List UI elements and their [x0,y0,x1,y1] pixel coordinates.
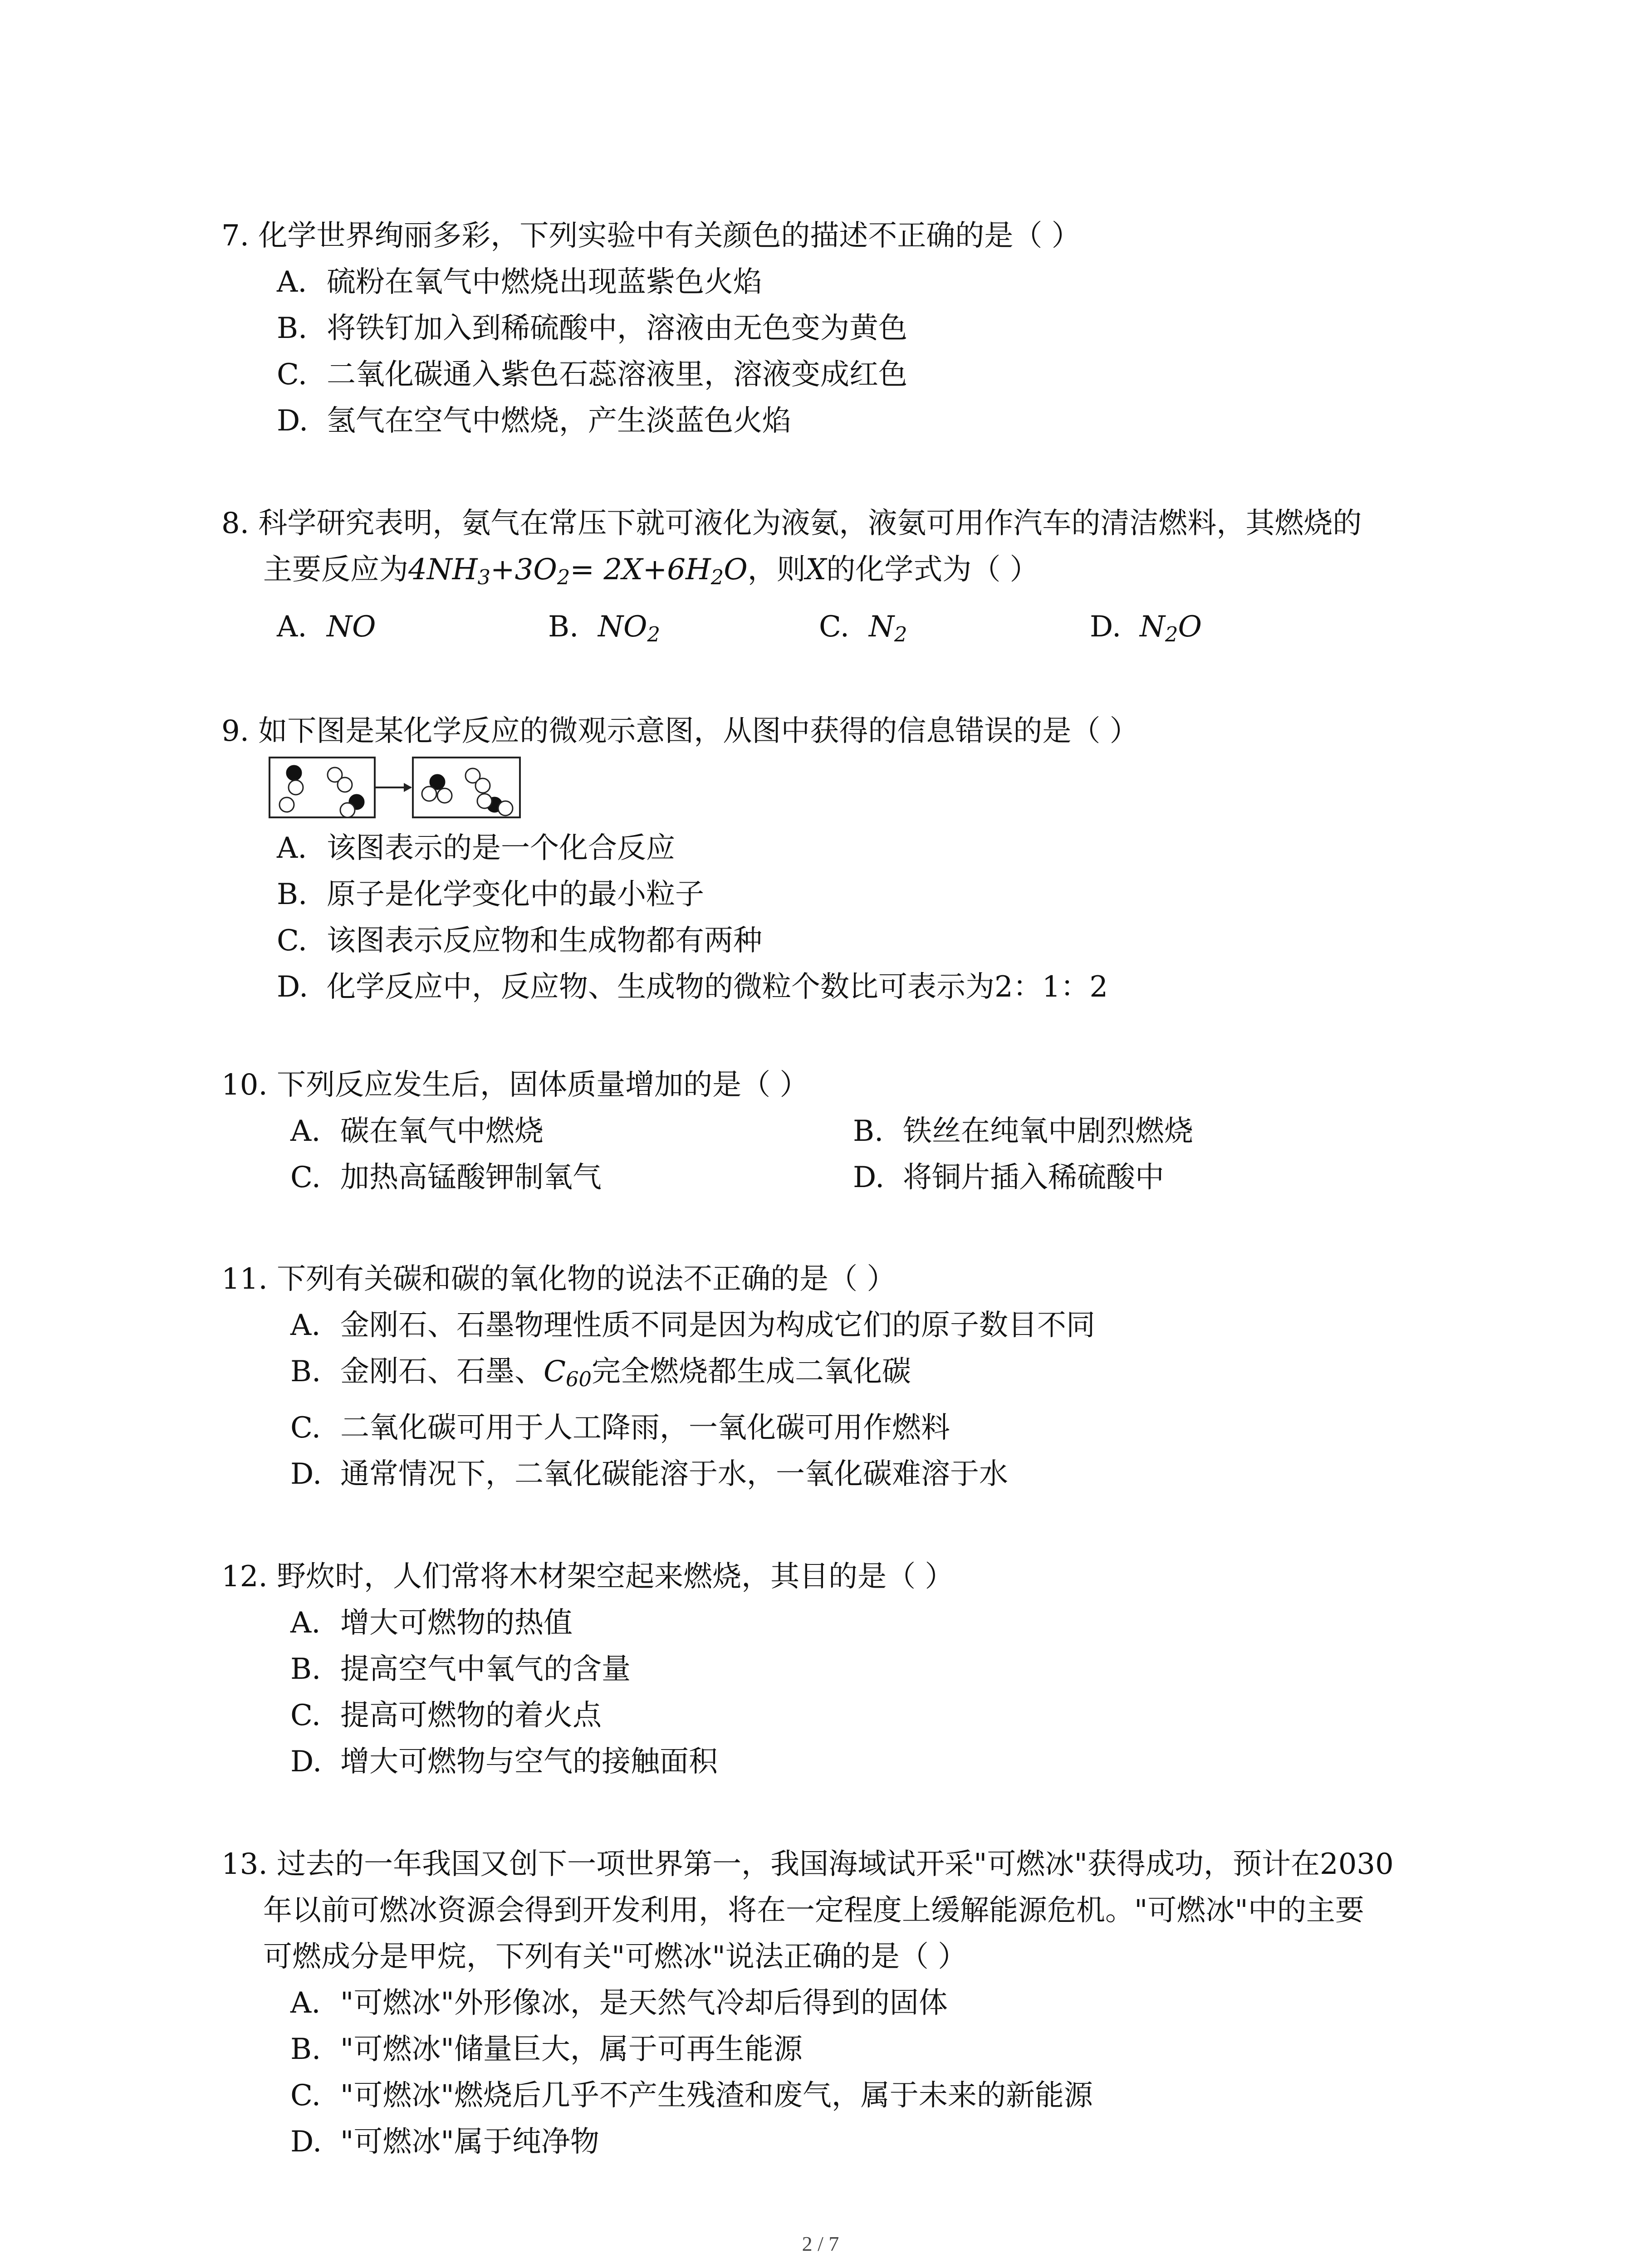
question-11-option-a: A. 金刚石、石墨物理性质不同是因为构成它们的原子数目不同 [290,1309,1095,1342]
question-7-option-c: C. 二氧化碳通入紫色石蕊溶液里，溶液变成红色 [277,358,907,391]
question-10-option-c: C. 加热高锰酸钾制氧气 [290,1161,602,1194]
question-13-option-b: B. "可燃冰"储量巨大，属于可再生能源 [290,2033,803,2066]
reaction-equation: $4NH_3+3O_2= 2X+6H_2O$ [408,553,748,590]
question-11-option-b: B. 金刚石、石墨、$C_{60}$完全燃烧都生成二氧化碳 [290,1355,911,1392]
white-atom [437,788,452,803]
question-13-stem-line1: 13. 过去的一年我国又创下一项世界第一，我国海域试开采"可燃冰"获得成功，预计在2030 [221,1848,1394,1881]
black-atom [287,766,301,780]
question-12-option-a: A. 增大可燃物的热值 [290,1606,573,1640]
question-11-option-c: C. 二氧化碳可用于人工降雨，一氧化碳可用作燃料 [290,1411,950,1445]
question-9-option-c: C. 该图表示反应物和生成物都有两种 [277,924,762,958]
white-atom [498,801,513,816]
reaction-arrow-head [404,783,412,792]
question-10-stem: 10. 下列反应发生后，固体质量增加的是（ ） [221,1068,809,1102]
white-atom [422,787,436,801]
question-12-stem: 12. 野炊时，人们常将木材架空起来燃烧，其目的是（ ） [221,1560,954,1593]
white-atom [475,778,490,793]
question-13-stem-line2: 年以前可燃冰资源会得到开发利用，将在一定程度上缓解能源危机。"可燃冰"中的主要 [263,1894,1364,1927]
question-10-option-b: B. 铁丝在纯氧中剧烈燃烧 [853,1114,1193,1148]
question-7-stem: 7. 化学世界绚丽多彩，下列实验中有关颜色的描述不正确的是（ ） [221,219,1081,253]
question-8-option-a: A. NO [277,610,376,644]
question-9-stem: 9. 如下图是某化学反应的微观示意图，从图中获得的信息错误的是（ ） [221,714,1139,748]
white-atom [289,780,303,795]
reaction-micro-diagram [268,754,531,822]
white-atom [477,794,492,808]
question-10-option-d: D. 将铜片插入稀硫酸中 [853,1161,1164,1194]
question-13-stem-line3: 可燃成分是甲烷，下列有关"可燃冰"说法正确的是（ ） [263,1940,967,1974]
question-8-option-b: B. $NO_2$ [548,610,660,647]
page-number: 2 / 7 [802,2232,839,2255]
question-9-option-a: A. 该图表示的是一个化合反应 [277,831,675,865]
question-8-option-d: D. $N_2O$ [1090,610,1202,647]
white-atom [338,777,352,792]
question-9-option-d: D. 化学反应中，反应物、生成物的微粒个数比可表示为2：1：2 [277,970,1108,1004]
question-11-option-d: D. 通常情况下，二氧化碳能溶于水，一氧化碳难溶于水 [290,1457,1008,1491]
question-7-option-b: B. 将铁钉加入到稀硫酸中，溶液由无色变为黄色 [277,312,907,345]
question-7-option-a: A. 硫粉在氧气中燃烧出现蓝紫色火焰 [277,265,762,299]
question-12-option-c: C. 提高可燃物的着火点 [290,1699,602,1732]
question-8-option-c: C. $N_2$ [819,610,907,647]
question-9-option-b: B. 原子是化学变化中的最小粒子 [277,878,704,911]
question-8-stem-line2: 主要反应为$4NH_3+3O_2= 2X+6H_2O$，则X的化学式为（ ） [263,553,1039,590]
question-13-option-d: D. "可燃冰"属于纯净物 [290,2125,599,2159]
question-11-stem: 11. 下列有关碳和碳的氧化物的说法不正确的是（ ） [221,1262,896,1296]
question-12-option-b: B. 提高空气中氧气的含量 [290,1652,631,1686]
question-13-option-c: C. "可燃冰"燃烧后几乎不产生残渣和废气，属于未来的新能源 [290,2079,1093,2112]
question-8-stem-line1: 8. 科学研究表明，氨气在常压下就可液化为液氨，液氨可用作汽车的清洁燃料，其燃烧的 [221,507,1362,540]
question-12-option-d: D. 增大可燃物与空气的接触面积 [290,1745,718,1779]
question-13-option-a: A. "可燃冰"外形像冰，是天然气冷却后得到的固体 [290,1986,948,2020]
question-7-option-d: D. 氢气在空气中燃烧，产生淡蓝色火焰 [277,404,791,438]
question-10-option-a: A. 碳在氧气中燃烧 [290,1114,544,1148]
white-atom [340,803,355,817]
white-atom [279,797,294,812]
